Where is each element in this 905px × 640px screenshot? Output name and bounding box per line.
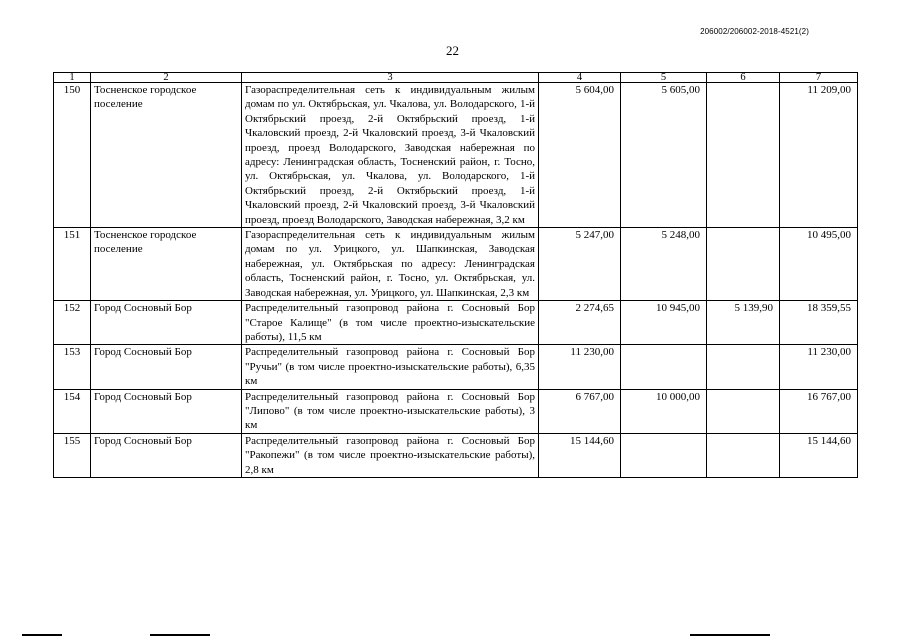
value-col4: 11 230,00 [539, 345, 621, 389]
settlement-cell: Тосненское городское поселение [91, 228, 242, 301]
description-cell: Распределительный газопровод района г. Сосновый Бор "Ручьи" (в том числе проектно-изыскательские работы), 6,35 км [242, 345, 539, 389]
value-col4: 6 767,00 [539, 389, 621, 433]
table-row [54, 389, 858, 433]
header-cell: 2 [91, 73, 242, 83]
header-cell: 5 [621, 73, 707, 83]
table-row [54, 301, 858, 345]
value-col5: 5 605,00 [621, 83, 707, 228]
document-id: 206002/206002-2018-4521(2) [700, 27, 809, 36]
scan-edge-mark [690, 634, 770, 636]
description-cell: Газораспределительная сеть к индивидуальным жилым домам по ул. Урицкого, ул. Шапкинская, Заводская набережная, ул. Октябрьская по адресу: Ленинградская область, Тосненский район, г. Тосно, ул. Октябрьская, ул. Заводская набережная, ул. Урицкого, ул. Шапкинская, 2,3 км [242, 228, 539, 301]
value-col4: 5 247,00 [539, 228, 621, 301]
description-cell: Распределительный газопровод района г. Сосновый Бор "Старое Калище" (в том числе проектно-изыскательские работы), 11,5 км [242, 301, 539, 345]
scan-edge-mark [150, 634, 210, 636]
table-row [54, 433, 858, 477]
table-header-row [54, 73, 858, 83]
value-col6 [707, 228, 780, 301]
scan-edge-mark [22, 634, 62, 636]
header-cell: 6 [707, 73, 780, 83]
table-row [54, 83, 858, 228]
header-cell: 4 [539, 73, 621, 83]
value-col7: 15 144,60 [780, 433, 858, 477]
value-col4: 5 604,00 [539, 83, 621, 228]
value-col7: 10 495,00 [780, 228, 858, 301]
row-number: 152 [54, 301, 91, 345]
row-number: 153 [54, 345, 91, 389]
value-col7: 16 767,00 [780, 389, 858, 433]
value-col5: 10 945,00 [621, 301, 707, 345]
description-cell: Распределительный газопровод района г. Сосновый Бор "Липово" (в том числе проектно-изыскательские работы), 3 км [242, 389, 539, 433]
value-col6 [707, 389, 780, 433]
value-col6: 5 139,90 [707, 301, 780, 345]
row-number: 155 [54, 433, 91, 477]
value-col5: 10 000,00 [621, 389, 707, 433]
value-col6 [707, 83, 780, 228]
value-col6 [707, 433, 780, 477]
settlement-cell: Город Сосновый Бор [91, 433, 242, 477]
header-cell: 1 [54, 73, 91, 83]
value-col6 [707, 345, 780, 389]
row-number: 150 [54, 83, 91, 228]
value-col5 [621, 345, 707, 389]
settlement-cell: Тосненское городское поселение [91, 83, 242, 228]
settlement-cell: Город Сосновый Бор [91, 345, 242, 389]
description-cell: Распределительный газопровод района г. Сосновый Бор "Ракопежи" (в том числе проектно-изыскательские работы), 2,8 км [242, 433, 539, 477]
header-cell: 3 [242, 73, 539, 83]
row-number: 154 [54, 389, 91, 433]
value-col4: 2 274,65 [539, 301, 621, 345]
page-number: 22 [446, 43, 459, 58]
value-col4: 15 144,60 [539, 433, 621, 477]
value-col7: 18 359,55 [780, 301, 858, 345]
value-col7: 11 230,00 [780, 345, 858, 389]
value-col5: 5 248,00 [621, 228, 707, 301]
settlement-cell: Город Сосновый Бор [91, 301, 242, 345]
table-row [54, 345, 858, 389]
value-col7: 11 209,00 [780, 83, 858, 228]
description-cell: Газораспределительная сеть к индивидуальным жилым домам по ул. Октябрьская, ул. Чкалова, ул. Володарского, 1-й Октябрьский проезд, 2-й Октябрьский проезд, 1-й Чкаловский проезд, 2-й Чкаловский проезд, 3-й Чкаловский проезд, проезд Володарского, Заводская набережная по адресу: Ленинградская область, Тосненский район, г. Тосно, ул. Октябрьская, ул. Чкалова, ул. Володарского, 1-й Октябрьский проезд, 2-й Октябрьский проезд, 1-й Чкаловский проезд, 2-й Чкаловский проезд, 3-й Чкаловский проезд, проезд Володарского, Заводская набережная, 3,2 км [242, 83, 539, 228]
table-row [54, 228, 858, 301]
row-number: 151 [54, 228, 91, 301]
data-table [53, 72, 858, 478]
settlement-cell: Город Сосновый Бор [91, 389, 242, 433]
header-cell: 7 [780, 73, 858, 83]
value-col5 [621, 433, 707, 477]
